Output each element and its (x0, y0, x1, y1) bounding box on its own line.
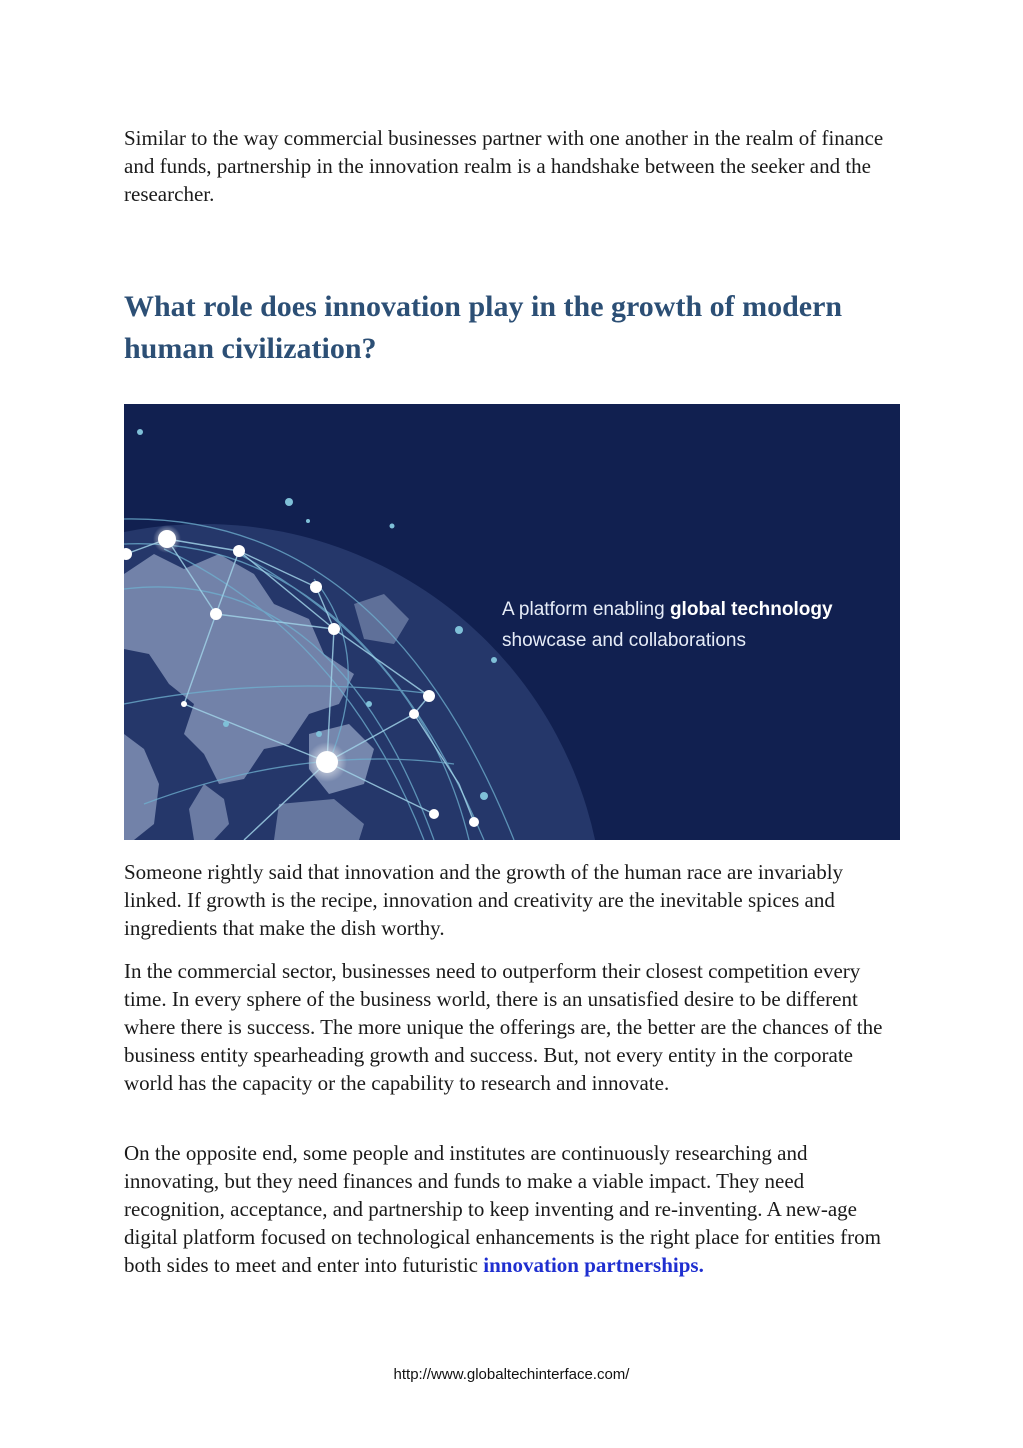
footer-url: http://www.globaltechinterface.com/ (393, 1366, 630, 1383)
paragraph-3-text: On the opposite end, some people and institutes are continuously researching and innovating, but they need finances and funds to make a viable impact. They need recognition, acceptance, and partnership to keep inventing and re-inventing. A new-age digital platform focused on technological enhancements is the right place for entities from both sides to meet and enter into futuristic (124, 1141, 881, 1277)
intro-paragraph: Similar to the way commercial businesses partner with one another in the realm of finance and funds, partnership in the innovation realm is a handshake between the seeker and the researcher. (124, 126, 884, 206)
paragraph-3 (124, 1139, 904, 1279)
globe-banner-image (124, 404, 900, 840)
banner-caption-lead: A platform enabling (502, 599, 670, 620)
innovation-partnerships-link[interactable]: innovation partnerships. (483, 1253, 704, 1277)
banner-caption (502, 594, 892, 656)
banner-caption-line2: showcase and collaborations (502, 630, 746, 651)
banner-caption-bold: global technology (669, 599, 833, 620)
paragraph-2: In the commercial sector, businesses need to outperform their closest competition every time. In every sphere of the business world, there is an unsatisfied desire to be different where there is success. The more unique the offerings are, the better are the chances of the business entity spearheading growth and success. But, not every entity in the corporate world has the capacity or the capability to research and innovate. (124, 959, 883, 1095)
paragraph-1: Someone rightly said that innovation and the growth of the human race are invariably linked. If growth is the recipe, innovation and creativity are the inevitable spices and ingredients that make the dish worthy. (124, 860, 844, 940)
section-heading: What role does innovation play in the growth of modern human civilization? (124, 290, 843, 365)
